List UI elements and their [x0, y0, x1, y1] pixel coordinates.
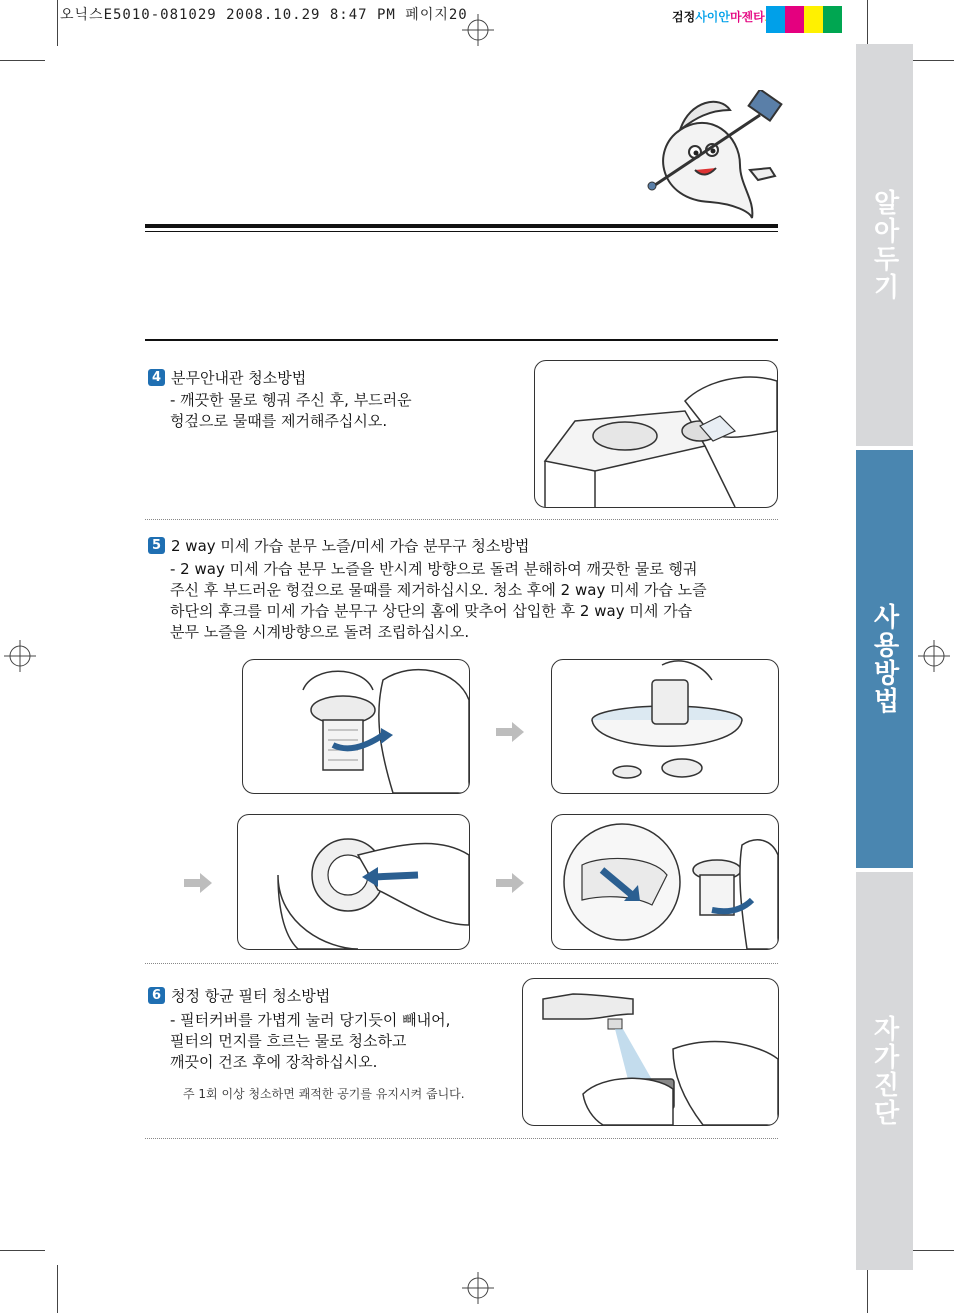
color-label-magenta: 마젠타 [729, 10, 765, 24]
section-rule [145, 339, 778, 341]
step-4-number: 4 [148, 369, 165, 386]
right-arrow-icon [496, 722, 524, 742]
right-arrow-icon [496, 873, 524, 893]
crop-mark [867, 0, 868, 46]
swatch-cyan [766, 6, 785, 33]
step-5-heading [148, 535, 529, 556]
tab-self-diagnosis[interactable] [856, 872, 913, 1270]
step-5-title: 2 way 미세 가습 분무 노즐/미세 가습 분무구 청소방법 [171, 537, 530, 555]
color-label-cyan: 사이안 [695, 10, 730, 24]
crop-mark [57, 1265, 58, 1313]
color-swatches [766, 6, 842, 33]
crop-mark [57, 0, 58, 46]
swatch-yellow [804, 6, 823, 33]
registration-target-left [4, 640, 36, 672]
swatch-green [823, 6, 842, 33]
step-6-heading [148, 985, 330, 1006]
step-4-illustration [534, 360, 778, 508]
swatch-magenta [785, 6, 804, 33]
step-4-heading [148, 367, 306, 388]
step-5-illustration-1 [242, 659, 470, 794]
tab-self-diagnosis-label: 자가진단 [869, 1015, 899, 1127]
crop-mark [0, 60, 45, 61]
crop-mark [867, 1265, 868, 1313]
registration-target-bottom [462, 1272, 494, 1304]
registration-target-top [462, 14, 494, 46]
divider [145, 519, 778, 520]
registration-target-right [918, 640, 950, 672]
tab-intro-label: 알아두기 [869, 189, 899, 301]
right-arrow-icon [184, 873, 212, 893]
step-5-number: 5 [148, 537, 165, 554]
step-6-number: 6 [148, 987, 165, 1004]
crop-mark [0, 1250, 45, 1251]
step-6-body: - 필터커버를 가볍게 눌러 당기듯이 빼내어, 필터의 먼지를 흐르는 물로 청소하고 깨끗이 건조 후에 장착하십시오. [170, 1011, 451, 1071]
divider [145, 1138, 778, 1139]
step-4-body: - 깨끗한 물로 헹궈 주신 후, 부드러운 헝겊으로 물때를 제거해주십시오. [170, 391, 412, 430]
top-rule [145, 224, 778, 228]
crop-mark [909, 60, 954, 61]
mascot-cleaning-brush-icon [640, 90, 790, 220]
step-6-note: 주 1회 이상 청소하면 쾌적한 공기를 유지시켜 줍니다. [183, 1087, 465, 1101]
step-5-body: - 2 way 미세 가습 분무 노즐을 반시계 방향으로 돌려 분해하여 깨끗한 물로 헹궈 주신 후 부드러운 헝겊으로 물때를 제거하십시오. 청소 후에 2 way 미세 가습 노즐 하단의 후크를 미세 가습 분무구 상단의 홈에 맞추어 삽입한 후 2 way 미세 가습 분무 노즐을 시계방향으로 돌려 조립하십시오. [170, 560, 707, 641]
top-rule-thin [145, 231, 778, 232]
step-5-illustration-3 [237, 814, 470, 950]
step-6-title: 청정 항균 필터 청소방법 [171, 987, 331, 1005]
step-5-illustration-4 [551, 814, 779, 950]
tab-intro[interactable] [856, 44, 913, 446]
tab-usage[interactable] [856, 450, 913, 868]
step-6-illustration [522, 978, 779, 1126]
tab-usage-label: 사용방법 [869, 603, 899, 715]
print-header: 오닉스E5010-081029 2008.10.29 8:47 PM 페이지20 [60, 7, 468, 23]
step-5-illustration-2 [551, 659, 779, 794]
crop-mark [909, 1250, 954, 1251]
color-label-black: 검정 [672, 10, 696, 24]
step-4-title: 분무안내관 청소방법 [171, 369, 307, 387]
divider [145, 963, 778, 964]
